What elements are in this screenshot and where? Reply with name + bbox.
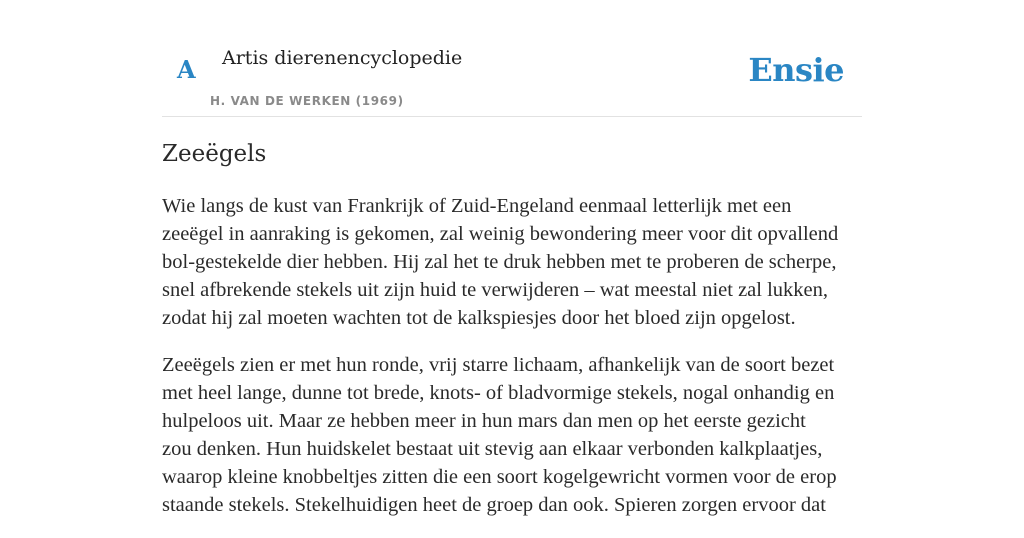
paragraph (162, 351, 864, 519)
text-line: hulpeloos uit. Maar ze hebben meer in hun mars dan men op het eerste gezicht (162, 410, 806, 432)
paragraph (162, 192, 864, 332)
work-title-link[interactable]: Artis dierenencyclopedie (222, 47, 463, 69)
text-line: zeeëgel in aanraking is gekomen, zal weinig bewondering meer voor dit opvallend (162, 223, 839, 245)
text-line: bol-gestekelde dier hebben. Hij zal het te druk hebben met te proberen de scherpe, (162, 251, 837, 273)
text-line: waarop kleine knobbeltjes zitten die een soort kogelgewricht vormen voor de erop (162, 466, 837, 488)
text-line: zou denken. Hun huidskelet bestaat uit stevig aan elkaar verbonden kalkplaatjes, (162, 438, 823, 460)
text-line: Zeeëgels zien er met hun ronde, vrij starre lichaam, afhankelijk van de soort bezet (162, 354, 835, 376)
author-label: H. VAN DE WERKEN (1969) (210, 94, 404, 108)
text-line: snel afbrekende stekels uit zijn huid te verwijderen – wat meestal niet zal lukken, (162, 279, 829, 301)
page-header (162, 0, 862, 117)
text-line: zodat hij zal moeten wachten tot de kalkspiesjes door het bloed zijn opgelost. (162, 307, 796, 329)
text-line: Wie langs de kust van Frankrijk of Zuid-Engeland eenmaal letterlijk met een (162, 195, 792, 217)
text-line: met heel lange, dunne tot brede, knots- of bladvormige stekels, nogal onhandig en (162, 382, 835, 404)
index-letter-link[interactable]: A (177, 55, 196, 84)
brand-logo-link[interactable]: Ensie (748, 51, 844, 89)
entry-title: Zeeëgels (162, 141, 267, 167)
text-line: staande stekels. Stekelhuidigen heet de groep dan ook. Spieren zorgen ervoor dat (162, 494, 826, 516)
entry-body (162, 192, 864, 538)
